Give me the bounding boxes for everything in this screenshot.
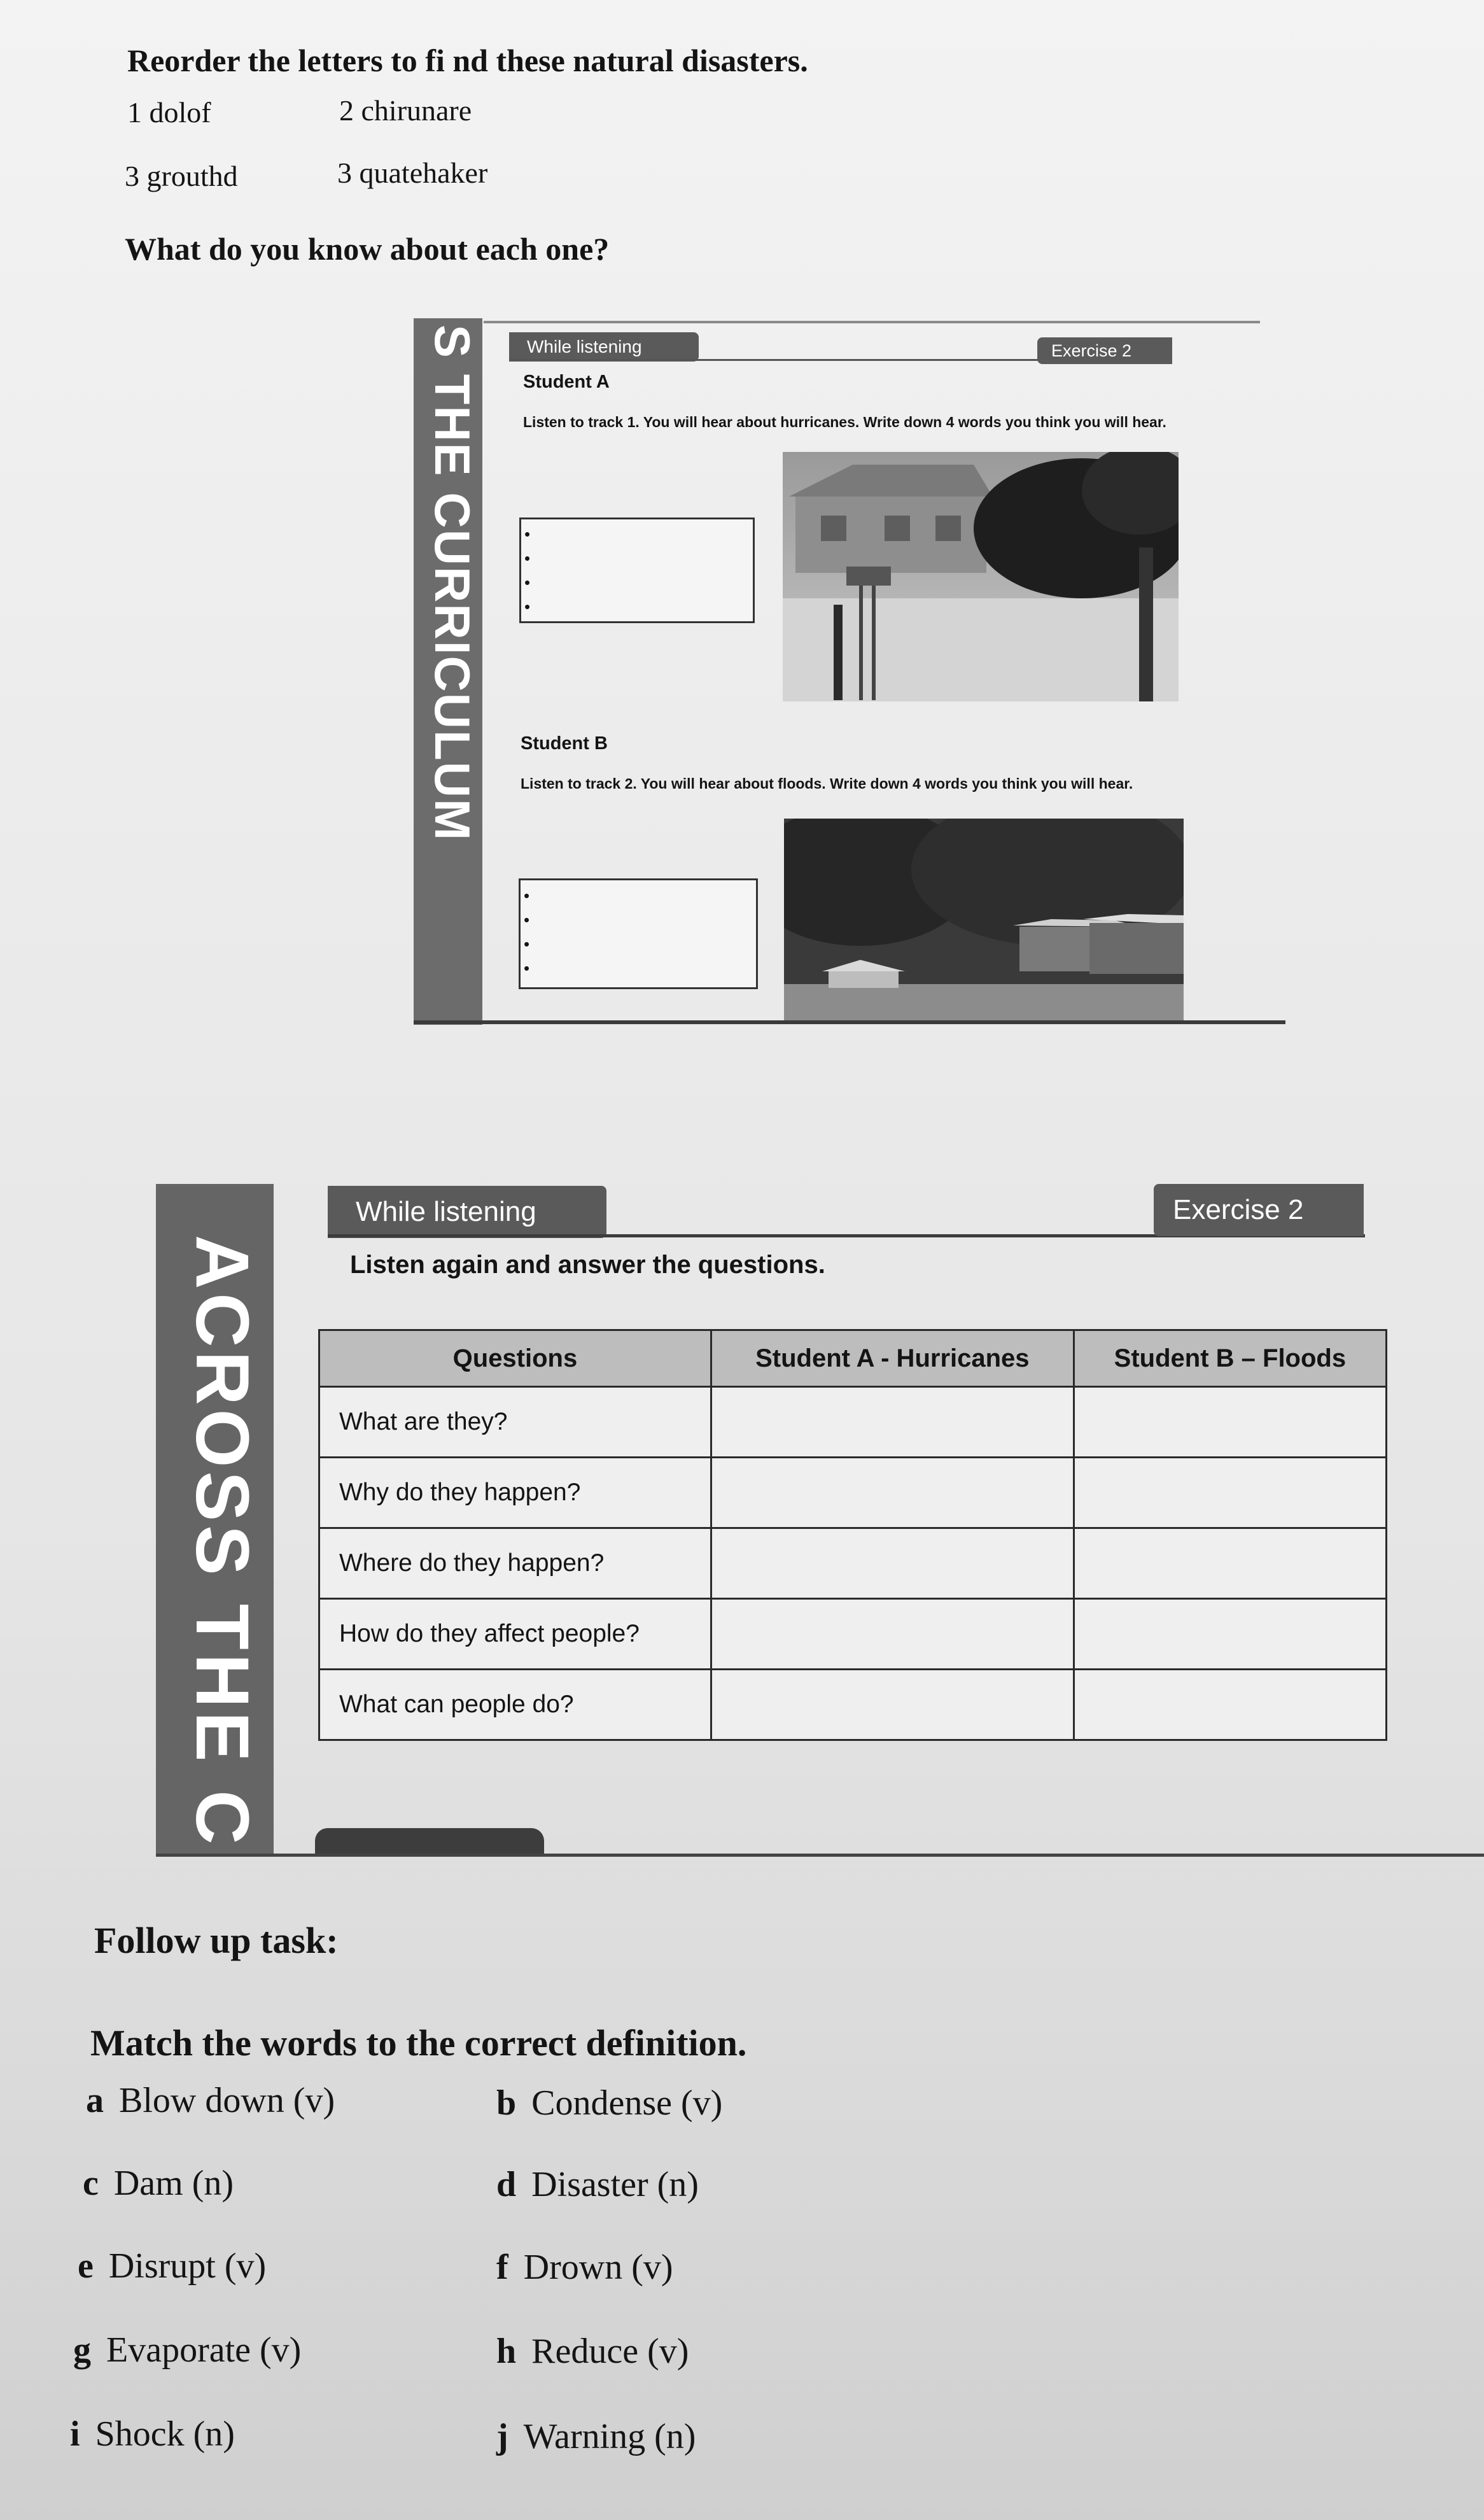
answer-cell-a[interactable] <box>711 1670 1074 1740</box>
answer-cell-b[interactable] <box>1074 1387 1386 1458</box>
worksheet-question: What do you know about each one? <box>125 231 610 267</box>
question-cell: Why do they happen? <box>319 1458 711 1528</box>
question-cell: How do they affect people? <box>319 1599 711 1670</box>
sidebar-text: S THE CURRICULUM <box>424 325 480 841</box>
answer-cell-b[interactable] <box>1074 1670 1386 1740</box>
student-b-bullets: • • • • <box>524 886 530 978</box>
answer-cell-a[interactable] <box>711 1458 1074 1528</box>
answer-cell-a[interactable] <box>711 1387 1074 1458</box>
anagram-2: 2 chirunare <box>339 94 472 127</box>
flood-photo <box>784 819 1184 1024</box>
header-questions: Questions <box>319 1330 711 1387</box>
hurricane-photo <box>783 452 1179 701</box>
student-a-instruction: Listen to track 1. You will hear about hurricanes. Write down 4 words you think you will hear. <box>523 414 1166 430</box>
match-item-g: g Evaporate (v) <box>73 2330 302 2370</box>
answer-cell-b[interactable] <box>1074 1458 1386 1528</box>
follow-up-title: Follow up task: <box>94 1920 339 1961</box>
listening-panel-1 <box>414 318 1260 1031</box>
match-item-b: b Condense (v) <box>496 2083 723 2123</box>
answer-cell-a[interactable] <box>711 1528 1074 1599</box>
table-row <box>319 1599 1387 1670</box>
while-listening-tab: While listening <box>328 1186 606 1238</box>
curriculum-sidebar <box>414 318 482 1025</box>
worksheet-heading: Reorder the letters to fi nd these natural disasters. <box>127 43 808 78</box>
anagram-1: 1 dolof <box>127 96 211 129</box>
exercise-badge: Exercise 2 <box>1154 1184 1364 1236</box>
table-instruction: Listen again and answer the questions. <box>350 1251 825 1279</box>
question-cell: Where do they happen? <box>319 1528 711 1599</box>
panel-bottom-rule <box>156 1854 1484 1857</box>
sidebar-text: ACROSS THE C <box>180 1235 264 1848</box>
answer-cell-b[interactable] <box>1074 1528 1386 1599</box>
match-item-e: e Disrupt (v) <box>78 2246 267 2286</box>
match-item-d: d Disaster (n) <box>496 2165 699 2204</box>
match-item-c: c Dam (n) <box>83 2164 234 2203</box>
answer-cell-b[interactable] <box>1074 1599 1386 1670</box>
follow-up-instruction: Match the words to the correct definition. <box>90 2022 747 2064</box>
student-a-label: Student A <box>523 372 610 392</box>
questions-table <box>318 1329 1387 1741</box>
table-header-row <box>319 1330 1387 1387</box>
across-sidebar <box>156 1184 274 1855</box>
match-item-j: j Warning (n) <box>496 2417 696 2456</box>
table-row <box>319 1458 1387 1528</box>
student-a-bullets: • • • • <box>524 524 531 616</box>
student-a-word-box[interactable] <box>519 517 755 623</box>
exercise-badge: Exercise 2 <box>1037 337 1172 364</box>
anagram-3: 3 grouthd <box>125 160 238 192</box>
header-student-a: Student A - Hurricanes <box>711 1330 1074 1387</box>
question-cell: What can people do? <box>319 1670 711 1740</box>
listening-panel-2 <box>156 1146 1484 1859</box>
student-b-label: Student B <box>521 733 608 754</box>
student-b-instruction: Listen to track 2. You will hear about floods. Write down 4 words you think you will hear. <box>521 775 1133 792</box>
table-row <box>319 1387 1387 1458</box>
match-item-a: a Blow down (v) <box>86 2081 335 2120</box>
anagram-4: 3 quatehaker <box>337 157 488 189</box>
bottom-tab-decoration <box>315 1828 544 1855</box>
student-b-word-box[interactable] <box>519 878 758 989</box>
table-row <box>319 1670 1387 1740</box>
answer-cell-a[interactable] <box>711 1599 1074 1670</box>
match-item-f: f Drown (v) <box>496 2248 673 2287</box>
header-student-b: Student B – Floods <box>1074 1330 1386 1387</box>
table-row <box>319 1528 1387 1599</box>
question-cell: What are they? <box>319 1387 711 1458</box>
match-item-h: h Reduce (v) <box>496 2332 689 2371</box>
match-item-i: i Shock (n) <box>70 2414 235 2454</box>
while-listening-tab: While listening <box>509 332 699 362</box>
panel-top-rule <box>484 321 1260 323</box>
panel-bottom-rule <box>414 1020 1285 1024</box>
